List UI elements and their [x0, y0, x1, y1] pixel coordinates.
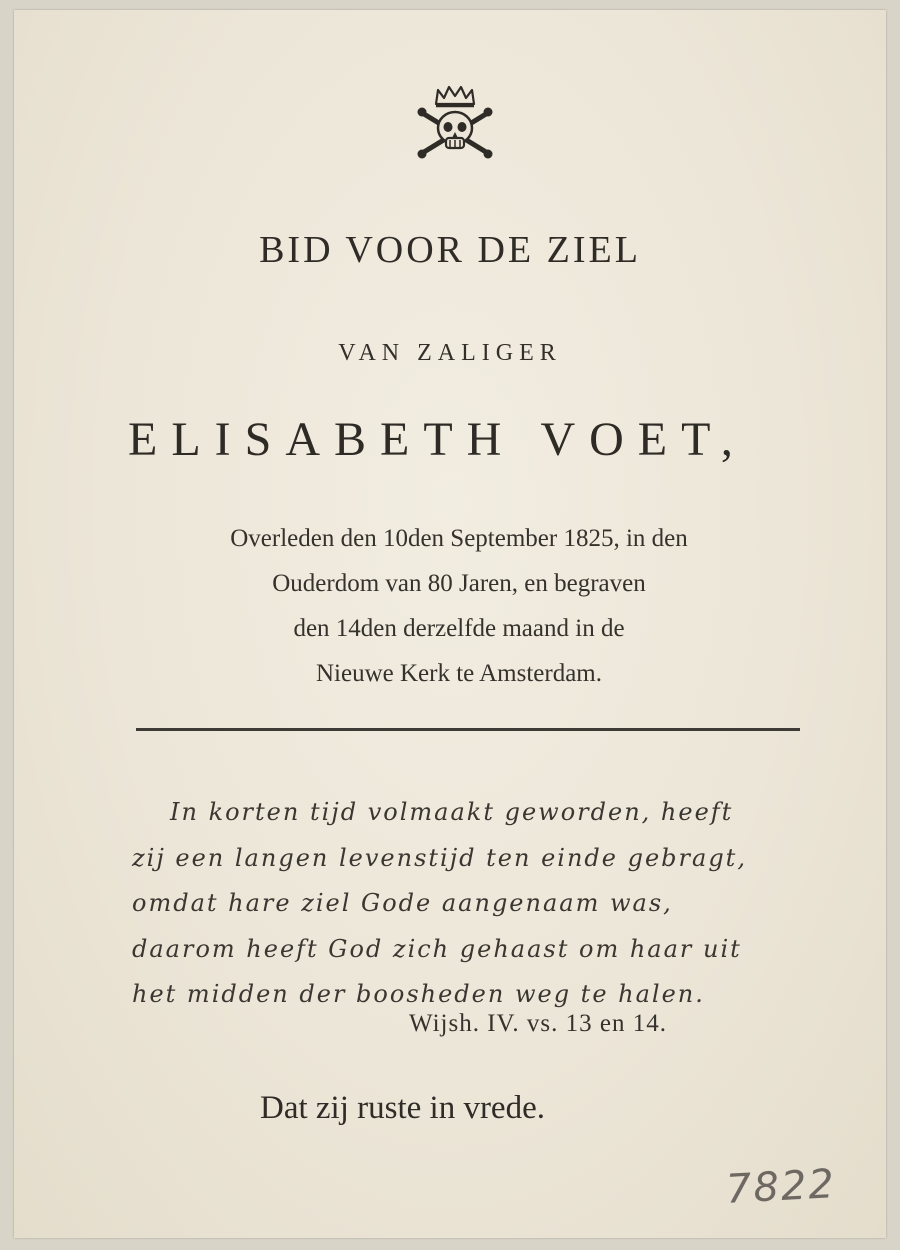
details-line: Nieuwe Kerk te Amsterdam. [315, 660, 603, 687]
details-line: Overleden den 10den September 1825, in den [230, 525, 688, 552]
verse-line: In korten tijd volmaakt geworden, heeft [170, 798, 734, 826]
deceased-name: ELISABETH VOET, [128, 413, 747, 466]
divider-rule [136, 728, 800, 731]
verse-line: zij een langen levenstijd ten einde gebragt, [132, 843, 747, 872]
closing-prayer: Dat zij ruste in vrede. [260, 1090, 545, 1126]
crowned-skull-crossbones-icon [412, 82, 498, 168]
scripture-verse [132, 790, 792, 1018]
death-details [114, 516, 804, 696]
verse-line: het midden der boosheden weg te halen. [132, 980, 705, 1008]
verse-line: daarom heeft God zich gehaast om haar uit [132, 934, 742, 963]
card-subtitle: VAN ZALIGER [338, 340, 562, 366]
details-line: den 14den derzelfde maand in de [293, 615, 625, 642]
memorial-card [14, 10, 886, 1238]
pencil-catalog-number: 7822 [724, 1161, 837, 1213]
details-line: Ouderdom van 80 Jaren, en begraven [272, 570, 646, 597]
verse-line: omdat hare ziel Gode aangenaam was, [132, 889, 673, 917]
card-title: BID VOOR DE ZIEL [259, 229, 641, 271]
scripture-reference: Wijsh. IV. vs. 13 en 14. [409, 1010, 667, 1037]
